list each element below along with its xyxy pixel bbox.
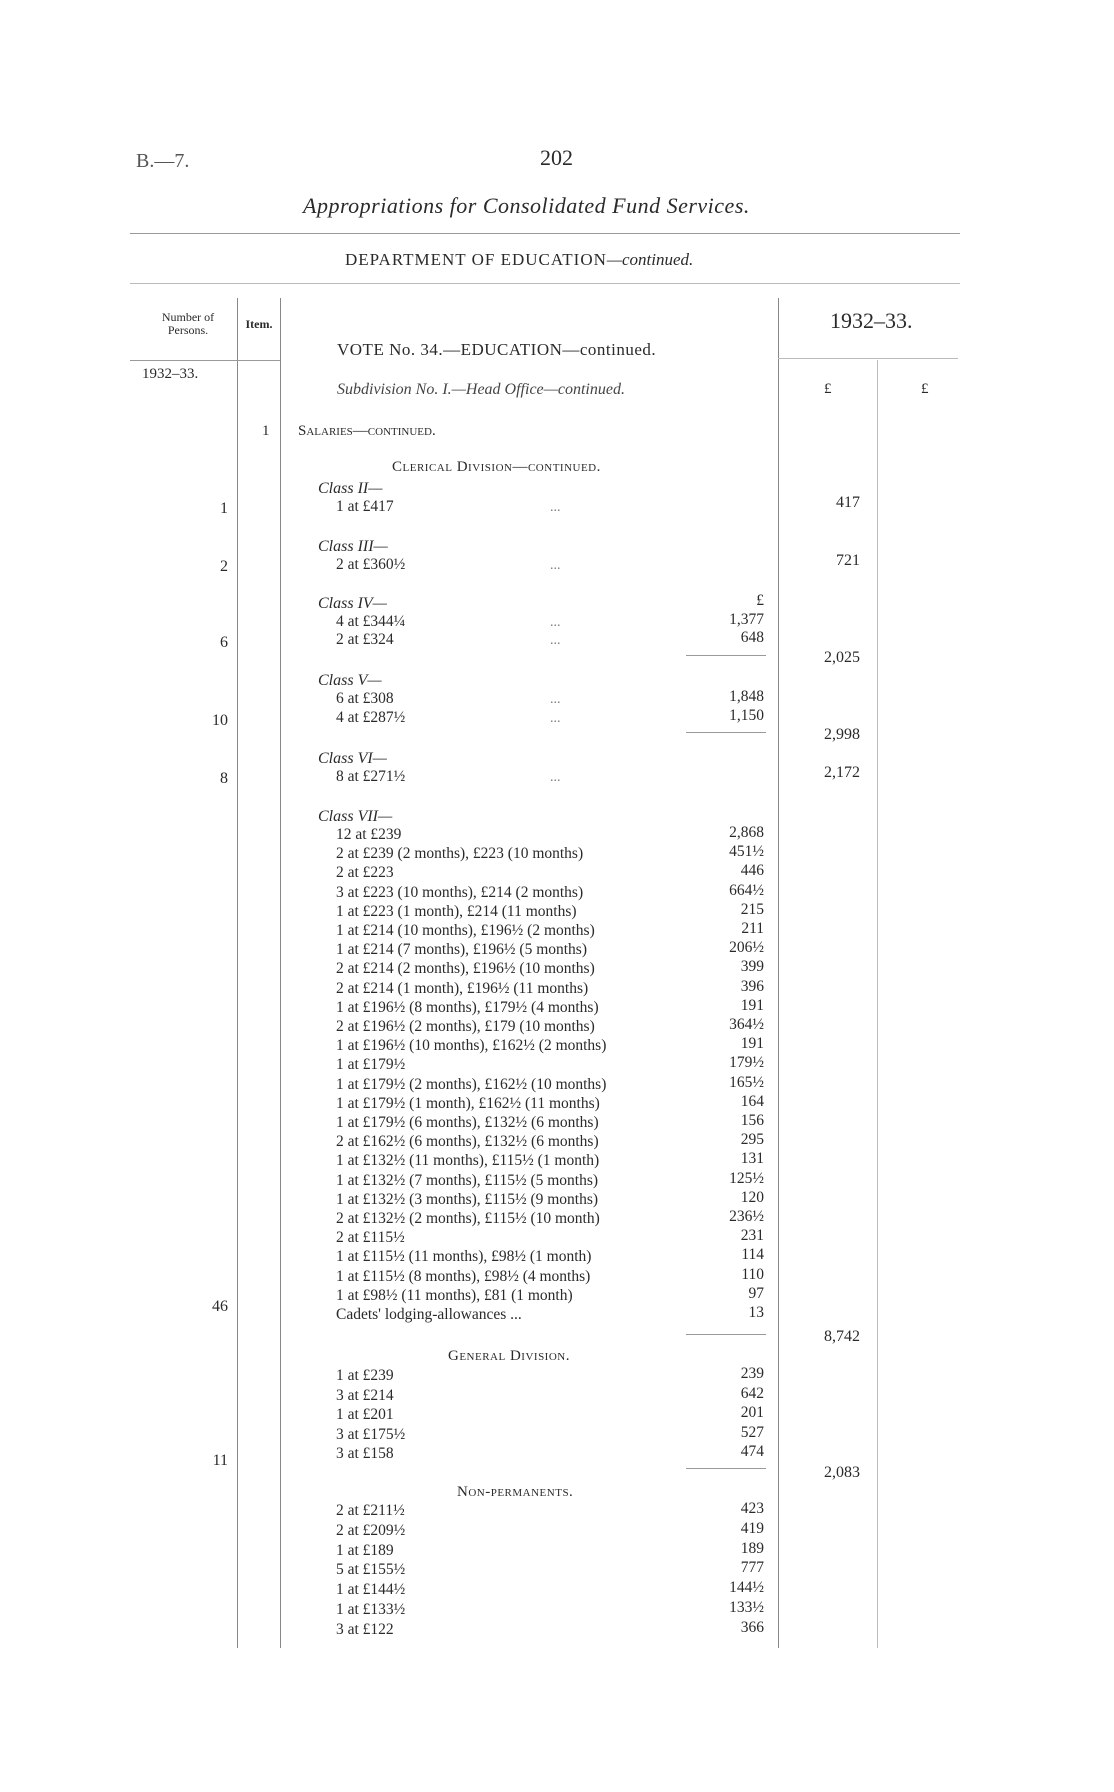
salary-line: 1 at £132½ (7 months), £115½ (5 months) (336, 1171, 599, 1189)
line-amount: 191 (740, 996, 764, 1014)
salary-line: 1 at £115½ (8 months), £98½ (4 months) (336, 1267, 591, 1285)
subtotal-rule (686, 1468, 766, 1469)
salary-line: 2 at £132½ (2 months), £115½ (10 month) (336, 1210, 600, 1227)
line-amount: 110 (741, 1265, 764, 1283)
leader-dots: ... (550, 500, 561, 515)
leader-dots: ... (550, 770, 561, 785)
class-total: 2,998 (824, 726, 860, 743)
class-label: Class II— (318, 480, 383, 497)
salary-line: 2 at £324 (336, 631, 394, 648)
line-amount: 120 (740, 1188, 764, 1206)
persons-count: 2 (220, 558, 228, 575)
class-label: Class VI— (318, 750, 387, 767)
salary-line: 4 at £344¼ (336, 613, 406, 630)
vote-heading: VOTE No. 34.—EDUCATION—continued. (337, 340, 657, 359)
line-amount: 165½ (729, 1073, 764, 1091)
salary-line: 5 at £155½ (336, 1561, 406, 1579)
salary-line: 8 at £271½ (336, 768, 406, 785)
persons-count: 6 (220, 634, 228, 651)
salary-line: 1 at £239 (336, 1367, 394, 1384)
salary-line: 1 at £214 (10 months), £196½ (2 months) (336, 922, 595, 939)
salary-line: 1 at £132½ (11 months), £115½ (1 month) (336, 1152, 600, 1170)
line-amount: 156 (740, 1112, 764, 1129)
pound-column2: £ (921, 381, 929, 397)
total-column-divider (877, 360, 878, 1648)
line-amount: 423 (740, 1500, 764, 1517)
leader-dots: ... (550, 692, 561, 707)
title-rule (130, 233, 960, 234)
line-amount: 2,868 (729, 824, 764, 841)
line-amount: 133½ (729, 1599, 764, 1616)
line-amount: 399 (740, 958, 764, 976)
line-amount: 164 (740, 1092, 764, 1110)
header-rule-right (778, 358, 958, 359)
persons-year: 1932–33. (142, 366, 199, 382)
salary-line: 1 at £223 (1 month), £214 (11 months) (336, 902, 577, 920)
salary-line: 1 at £196½ (10 months), £162½ (2 months) (336, 1037, 607, 1055)
salary-line: 3 at £223 (10 months), £214 (2 months) (336, 883, 584, 901)
clerical-division-heading: Clerical Division—continued. (392, 459, 601, 475)
salary-line: 2 at £211½ (336, 1502, 405, 1519)
line-amount: 189 (740, 1539, 764, 1557)
persons-column-divider (237, 298, 238, 1648)
dept-rule (130, 283, 960, 284)
salary-line: Cadets' lodging-allowances ... (336, 1306, 522, 1323)
line-amount: 366 (740, 1618, 764, 1636)
salary-line: 3 at £214 (336, 1386, 394, 1404)
line-amount: 664½ (729, 881, 764, 899)
salary-line: 1 at £179½ (1 month), £162½ (11 months) (336, 1094, 600, 1112)
subtotal-rule (686, 655, 766, 656)
class-label: Class VII— (318, 808, 393, 825)
line-amount: 131 (740, 1150, 764, 1168)
line-amount: 777 (740, 1559, 764, 1577)
leader-dots: ... (550, 558, 561, 573)
page-title: Appropriations for Consolidated Fund Services. (303, 193, 750, 218)
line-amount: 236½ (729, 1208, 764, 1225)
line-amount: 642 (740, 1384, 764, 1402)
leader-dots: ... (550, 633, 561, 648)
salaries-heading: Salaries—continued. (298, 423, 436, 439)
class-label: Class III— (318, 538, 388, 555)
class-total: 8,742 (824, 1328, 860, 1345)
persons-count: 1 (220, 500, 228, 517)
persons-count: 8 (220, 770, 228, 787)
subtotal-rule (686, 1334, 766, 1335)
line-amount: 97 (748, 1284, 764, 1302)
non-permanents-heading: Non-permanents. (457, 1484, 574, 1500)
line-amount: 527 (740, 1423, 764, 1441)
salary-line: 2 at £223 (336, 864, 394, 882)
persons-count: 46 (212, 1298, 228, 1315)
line-amount: 215 (740, 900, 764, 918)
salary-line: 2 at £360½ (336, 556, 406, 573)
department-heading: DEPARTMENT OF EDUCATION—continued. (345, 250, 694, 269)
line-amount: 125½ (729, 1169, 764, 1187)
salary-line: 2 at £196½ (2 months), £179 (10 months) (336, 1018, 595, 1035)
leader-dots: ... (550, 615, 561, 630)
class-total: 2,172 (824, 764, 860, 781)
item-number: 1 (262, 423, 270, 439)
class-label: Class IV— (318, 595, 387, 612)
salary-line: 4 at £287½ (336, 709, 406, 726)
line-amount: 206½ (729, 939, 764, 957)
salary-line: 1 at £189 (336, 1541, 394, 1559)
line-amount: 1,848 (729, 688, 764, 705)
salary-line: 1 at £144½ (336, 1581, 406, 1599)
salary-line: 2 at £115½ (336, 1229, 405, 1247)
salary-line: 1 at £115½ (11 months), £98½ (1 month) (336, 1248, 592, 1266)
salary-line: 3 at £175½ (336, 1425, 406, 1443)
line-amount: 201 (740, 1404, 764, 1421)
subdivision-heading: Subdivision No. I.—Head Office—continued. (337, 381, 625, 398)
salary-line: 1 at £179½ (336, 1056, 406, 1074)
salary-line: 3 at £158 (336, 1445, 394, 1462)
salary-line: 1 at £417 (336, 498, 394, 515)
salary-line: 1 at £201 (336, 1406, 394, 1423)
line-amount: 446 (740, 862, 764, 880)
line-amount: 648 (740, 629, 764, 646)
line-amount: 144½ (729, 1579, 764, 1597)
salary-line: 3 at £122 (336, 1620, 394, 1638)
line-amount: 1,150 (729, 707, 764, 724)
salary-line: 1 at £98½ (11 months), £81 (1 month) (336, 1286, 573, 1304)
line-amount: 396 (740, 977, 764, 995)
salary-line: 1 at £179½ (2 months), £162½ (10 months) (336, 1075, 607, 1093)
line-amount: 114 (741, 1246, 764, 1264)
line-amount: 1,377 (729, 611, 764, 628)
salary-line: 2 at £209½ (336, 1521, 406, 1539)
salary-line: 1 at £196½ (8 months), £179½ (4 months) (336, 998, 599, 1016)
pound-sign: £ (756, 592, 764, 609)
persons-count: 10 (212, 712, 228, 729)
item-column-divider (280, 298, 281, 1648)
subtotal-rule (686, 732, 766, 733)
line-amount: 474 (740, 1443, 764, 1460)
line-amount: 364½ (729, 1016, 764, 1033)
salary-line: 2 at £214 (1 month), £196½ (11 months) (336, 979, 589, 997)
salary-line: 2 at £239 (2 months), £223 (10 months) (336, 845, 584, 863)
persons-column-header: Number of Persons. (161, 310, 215, 337)
page-number: 202 (540, 145, 573, 170)
general-division-heading: General Division. (448, 1348, 570, 1364)
salary-line: 2 at £214 (2 months), £196½ (10 months) (336, 960, 595, 978)
line-amount: 239 (740, 1365, 764, 1382)
document-reference: B.—7. (136, 150, 190, 172)
year-column-header: 1932–33. (830, 308, 913, 333)
line-amount: 13 (748, 1304, 764, 1321)
item-column-header: Item. (245, 317, 273, 331)
line-amount: 179½ (729, 1054, 764, 1072)
salary-line: 2 at £162½ (6 months), £132½ (6 months) (336, 1133, 599, 1151)
class-label: Class V— (318, 672, 382, 689)
line-amount: 419 (740, 1519, 764, 1537)
line-amount: 451½ (729, 843, 764, 861)
class-total: 2,025 (824, 649, 860, 666)
salary-line: 1 at £133½ (336, 1601, 406, 1618)
line-amount: 191 (740, 1035, 764, 1053)
line-amount: 231 (740, 1227, 764, 1245)
persons-count: 11 (212, 1452, 228, 1469)
line-amount: 211 (741, 920, 764, 937)
salary-line: 1 at £214 (7 months), £196½ (5 months) (336, 941, 587, 959)
salary-line: 6 at £308 (336, 690, 394, 707)
leader-dots: ... (550, 711, 561, 726)
header-rule-left (130, 360, 280, 361)
salary-line: 12 at £239 (336, 826, 402, 843)
class-total: 721 (836, 552, 860, 569)
salary-line: 1 at £179½ (6 months), £132½ (6 months) (336, 1114, 599, 1131)
salary-line: 1 at £132½ (3 months), £115½ (9 months) (336, 1190, 599, 1208)
class-total: 417 (836, 494, 860, 511)
pound-column1: £ (824, 381, 832, 397)
line-amount: 295 (740, 1131, 764, 1149)
class-total: 2,083 (824, 1464, 860, 1481)
